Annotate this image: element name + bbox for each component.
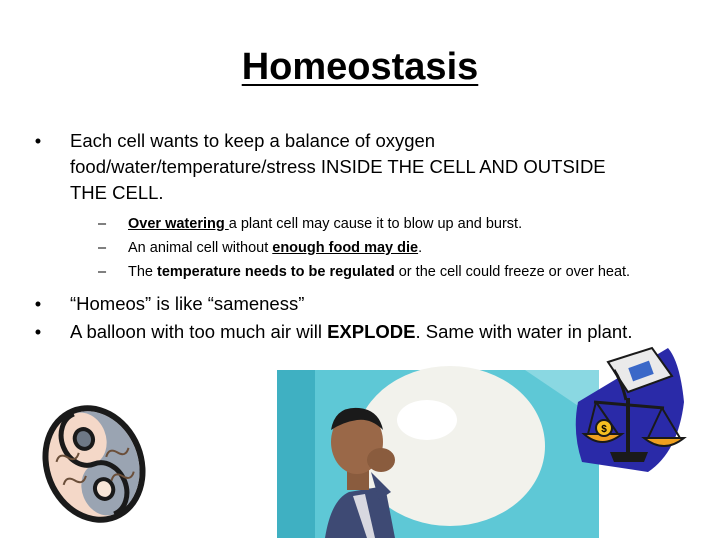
yin-yang-icon — [38, 398, 150, 530]
bullet-marker: • — [34, 130, 42, 151]
bullet-marker: • — [34, 321, 42, 342]
dash-marker: – — [98, 216, 107, 232]
bullet-homeos — [28, 290, 698, 318]
emphasis-text: Over watering — [128, 216, 229, 232]
sub-bullet-text: An animal cell without — [128, 240, 273, 256]
balance-scale-icon — [568, 342, 692, 478]
bullet-line-1: Each cell wants to keep a balance of oxygen — [70, 130, 436, 151]
sub-bullet-text-end: . — [418, 240, 423, 256]
sub-bullet-animal-cell — [98, 236, 698, 260]
bullet-list — [28, 128, 698, 346]
bullet-text: A balloon with too much air will — [70, 321, 328, 342]
emphasis-text: temperature needs to be regulated — [157, 264, 395, 280]
slide-title: Homeostasis — [241, 46, 479, 88]
sub-bullet-text: The — [128, 264, 158, 280]
dash-marker: – — [98, 264, 107, 280]
bullet-text: “Homeos” is like “sameness” — [70, 293, 305, 314]
bullet-text-end: . Same with water in plant. — [415, 321, 633, 342]
bullet-line-3: THE CELL. — [70, 182, 164, 203]
bullet-marker: • — [34, 293, 42, 314]
sub-bullet-temperature — [98, 260, 698, 284]
sub-bullet-list — [98, 212, 698, 284]
sub-bullet-text: a plant cell may cause it to blow up and burst. — [228, 216, 523, 232]
balloon-man-illustration — [275, 360, 605, 538]
bullet-balance — [28, 128, 698, 206]
bullet-line-2: food/water/temperature/stress INSIDE THE CELL AND OUTSIDE — [70, 156, 606, 177]
emphasis-text: enough food may die — [272, 240, 419, 256]
coin-symbol: $ — [601, 424, 607, 435]
emphasis-text: EXPLODE — [327, 321, 416, 342]
sub-bullet-overwatering — [98, 212, 698, 236]
sub-bullet-text-end: or the cell could freeze or over heat. — [394, 264, 631, 280]
dash-marker: – — [98, 240, 107, 256]
